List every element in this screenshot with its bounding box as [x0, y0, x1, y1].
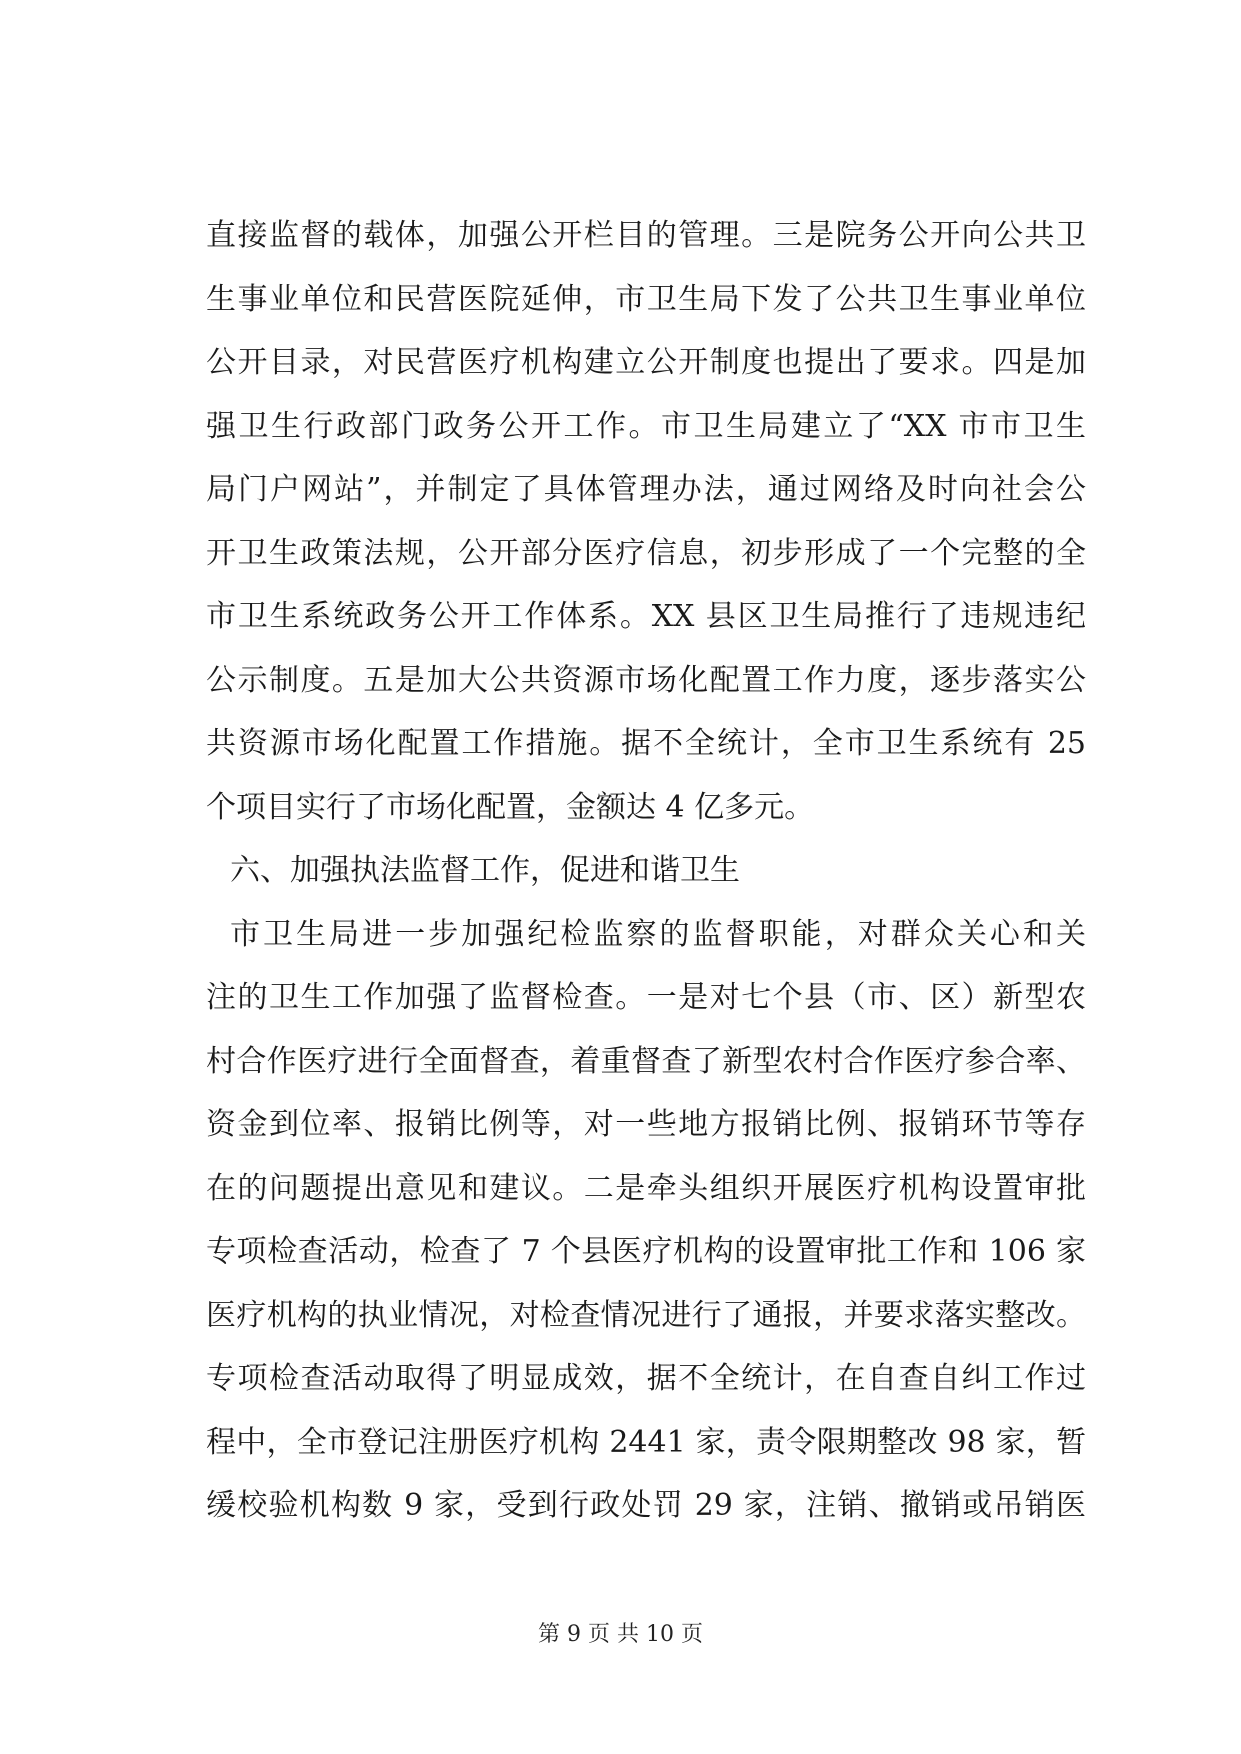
text-line: 程中，全市登记注册医疗机构 2441 家，责令限期整改 98 家，暂 — [206, 1424, 1086, 1460]
text-line: 公开目录，对民营医疗机构建立公开制度也提出了要求。四是加 — [206, 345, 1086, 380]
text-line: 缓校验机构数 9 家，受到行政处罚 29 家，注销、撤销或吊销医 — [206, 1488, 1086, 1523]
text-line: 直接监督的载体，加强公开栏目的管理。三是院务公开向公共卫 — [206, 218, 1086, 253]
text-line: 生事业单位和民营医院延伸，市卫生局下发了公共卫生事业单位 — [206, 281, 1086, 317]
text-line: 强卫生行政部门政务公开工作。市卫生局建立了“XX 市市卫生 — [206, 408, 1086, 444]
body-text — [206, 204, 1086, 1538]
text-line: 共资源市场化配置工作措施。据不全统计，全市卫生系统有 25 — [206, 726, 1086, 761]
text-line: 个项目实行了市场化配置，金额达 4 亿多元。 — [206, 789, 815, 825]
text-line: 注的卫生工作加强了监督检查。一是对七个县（市、区）新型农 — [206, 980, 1086, 1015]
text-line: 村合作医疗进行全面督查，着重督查了新型农村合作医疗参合率、 — [206, 1043, 1086, 1079]
text-line: 专项检查活动取得了明显成效，据不全统计，在自查自纠工作过 — [206, 1361, 1086, 1396]
text-line: 专项检查活动，检查了 7 个县医疗机构的设置审批工作和 106 家 — [206, 1234, 1086, 1269]
text-line: 在的问题提出意见和建议。二是牵头组织开展医疗机构设置审批 — [206, 1170, 1086, 1206]
page-number-footer: 第 9 页 共 10 页 — [538, 1622, 703, 1647]
text-line: 局门户网站”，并制定了具体管理办法，通过网络及时向社会公 — [206, 472, 1086, 507]
text-line: 医疗机构的执业情况，对检查情况进行了通报，并要求落实整改。 — [206, 1297, 1086, 1333]
section-heading: 六、加强执法监督工作，促进和谐卫生 — [230, 853, 740, 888]
text-line: 市卫生局进一步加强纪检监察的监督职能，对群众关心和关 — [230, 916, 1086, 952]
text-line: 资金到位率、报销比例等，对一些地方报销比例、报销环节等存 — [206, 1107, 1086, 1142]
text-line: 开卫生政策法规，公开部分医疗信息，初步形成了一个完整的全 — [206, 535, 1086, 571]
text-line: 公示制度。五是加大公共资源市场化配置工作力度，逐步落实公 — [206, 662, 1086, 698]
text-line: 市卫生系统政务公开工作体系。XX 县区卫生局推行了违规违纪 — [206, 599, 1086, 634]
